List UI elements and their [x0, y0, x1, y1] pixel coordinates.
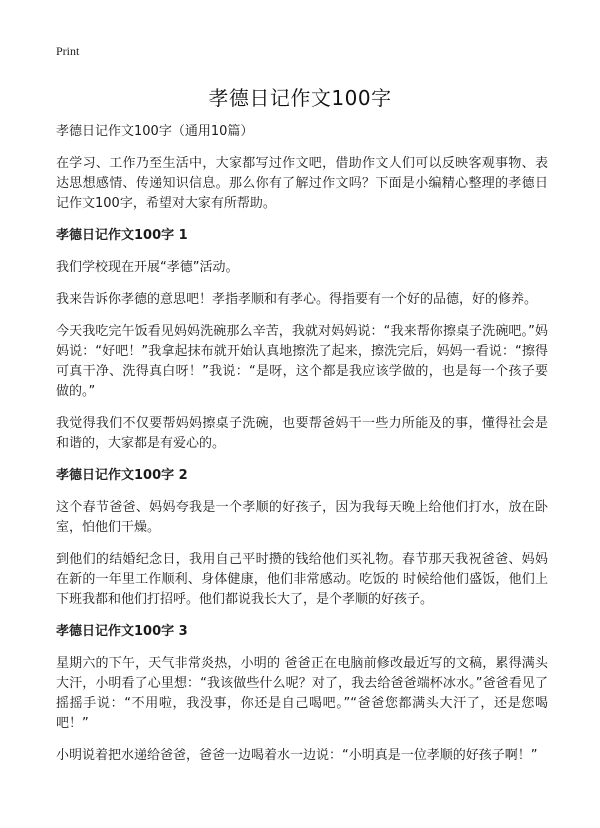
section-heading-2: 孝德日记作文100字 2: [56, 468, 188, 483]
section-heading-3: 孝德日记作文100字 3: [56, 624, 188, 639]
paragraph: 今天我吃完午饭看见妈妈洗碗那么辛苦，我就对妈妈说：“我来帮你擦桌子洗碗吧。”妈妈说：“好吧！”我拿起抹布就开始认真地擦洗了起来，擦洗完后，妈妈一看说：“擦得可真干净、洗得真白呀！”我说：“是呀，这个都是我应该学做的，也是每一个孩子要做的。”: [56, 324, 548, 399]
paragraph: 到他们的结婚纪念日，我用自己平时攒的钱给他们买礼物。春节那天我祝爸爸、妈妈在新的一年里工作顺利、身体健康，他们非常感动。吃饭的 时候给他们盛饭，他们上下班我都和他们打招呼。他们都说我长大了，是个孝顺的好孩子。: [56, 552, 548, 607]
print-label[interactable]: Print: [56, 44, 80, 58]
intro-paragraph: 在学习、工作乃至生活中，大家都写过作文吧，借助作文人们可以反映客观事物、表达思想感情、传递知识信息。那么你有了解过作文吗？下面是小编精心整理的孝德日记作文100字，希望对大家有所帮助。: [56, 156, 548, 211]
page-title: 孝德日记作文100字: [208, 86, 392, 110]
paragraph: 星期六的下午，天气非常炎热，小明的 爸爸正在电脑前修改最近写的文稿，累得满头大汗，小明看了心里想：“我该做些什么呢？对了，我去给爸爸端杯冰水。”爸爸看见了摇摇手说：“不用啦，我没事，你还是自己喝吧。”“爸爸您都满头大汗了，还是您喝吧！”: [56, 656, 548, 731]
paragraph: 我觉得我们不仅要帮妈妈擦桌子洗碗，也要帮爸妈干一些力所能及的事，懂得社会是和谐的，大家都是有爱心的。: [56, 416, 548, 451]
paragraph: 这个春节爸爸、妈妈夸我是一个孝顺的好孩子，因为我每天晚上给他们打水，放在卧室，怕他们干燥。: [56, 500, 548, 535]
paragraph: 小明说着把水递给爸爸，爸爸一边喝着水一边说：“小明真是一位孝顺的好孩子啊！”: [56, 748, 538, 763]
paragraph: 我来告诉你孝德的意思吧！孝指孝顺和有孝心。得指要有一个好的品德，好的修养。: [56, 292, 538, 307]
document-subtitle: 孝德日记作文100字（通用10篇）: [56, 124, 254, 139]
document-body: [56, 122, 548, 778]
paragraph: 我们学校现在开展“孝德”活动。: [56, 260, 239, 275]
section-heading-1: 孝德日记作文100字 1: [56, 228, 188, 243]
